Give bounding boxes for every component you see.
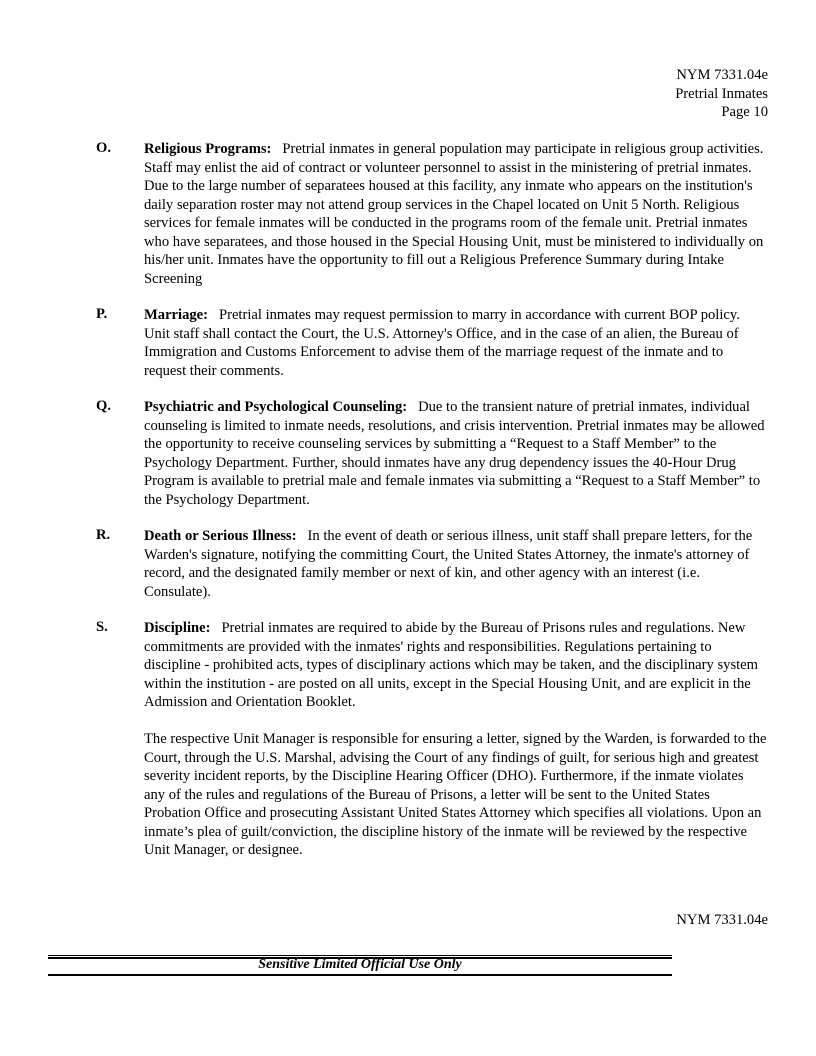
footer-classification-banner: Sensitive Limited Official Use Only [258,957,462,972]
section-letter: O. [96,140,111,156]
section-s-discipline [96,619,768,860]
section-q-counseling [96,398,768,509]
section-letter: R. [96,527,111,543]
section-title: Religious Programs: [144,141,272,157]
footer-doc-code: NYM 7331.04e [676,912,768,928]
section-o-religious-programs [96,140,768,288]
section-text: Due to the transient nature of pretrial inmates, individual counseling is limited to inmate needs, resolutions, and crisis intervention. Pretrial inmates may be allowed the opportunity to receive counseling services by submitting a “Request to a Staff Member” to the Psychology Department. Further, should inmates have any drug dependency issues the 40-Hour Drug Program is available to pretrial male and female inmates via submitting a “Request to a Staff Member” to the Psychology Department. [144,399,765,508]
section-title: Marriage: [144,307,209,323]
section-letter: S. [96,619,108,635]
section-p-marriage [96,306,768,380]
section-text: Pretrial inmates are required to abide by the Bureau of Prisons rules and regulations. New commitments are provided with the inmates' rights and responsibilities. Regulations pertaining to discipline - prohibited acts, types of disciplinary actions which may be taken, and the disciplinary system within the institution - are posted on all units, except in the Special Housing Unit, and are explicit in the Admission and Orientation Booklet. [144,620,759,710]
header-page-number: Page 10 [721,104,768,120]
page-header [675,66,768,122]
section-text: Pretrial inmates in general population may participate in religious group activities. Staff may enlist the aid of contract or volunteer personnel to assist in the ministering of pretrial inmates. Due to the large number of separatees housed at this facility, any inmate who appears on the institution's daily separation roster may not attend group services in the Chapel located on Unit 5 North. Religious services for female inmates will be conducted in the programs room of the female unit. Pretrial inmates who have separatees, and those housed in the Special Housing Unit, must be ministered to individually on his/her unit. Inmates have the opportunity to fill out a Religious Preference Summary during Intake Screening [144,141,764,287]
header-doc-title: Pretrial Inmates [675,85,768,102]
section-letter: P. [96,306,108,322]
section-title: Death or Serious Illness: [144,528,297,544]
section-text-paragraph-2: The respective Unit Manager is responsible for ensuring a letter, signed by the Warden, is forwarded to the Court, through the U.S. Marshal, advising the Court of any findings of guilt, for serious high and greatest severity incident reports, by the Discipline Hearing Officer (DHO). Furthermore, if the inmate violates any of the rules and regulations of the Bureau of Prisons, a letter will be sent to the United States Probation Office and prosecuting Assistant United States Attorney which specifies all violations. Upon an inmate’s plea of guilt/conviction, the discipline history of the inmate will be reviewed by the respective Unit Manager, or designee. [144,731,767,858]
section-letter: Q. [96,398,111,414]
section-title: Psychiatric and Psychological Counseling: [144,399,408,415]
section-text: In the event of death or serious illness, unit staff shall prepare letters, for the Warden's signature, notifying the committing Court, the United States Attorney, the inmate's attorney of record, and the designated family member or next of kin, and other agency with an interest (i.e. Consulate). [144,528,753,600]
section-text: Pretrial inmates may request permission to marry in accordance with current BOP policy. Unit staff shall contact the Court, the U.S. Attorney's Office, and in the case of an alien, the Bureau of Immigration and Customs Enforcement to advise them of the marriage request of the inmate and to request their comments. [144,307,740,379]
header-doc-code: NYM 7331.04e [676,67,768,83]
section-title: Discipline: [144,620,211,636]
footer-divider-bottom [48,974,672,976]
section-r-death-illness [96,527,768,601]
